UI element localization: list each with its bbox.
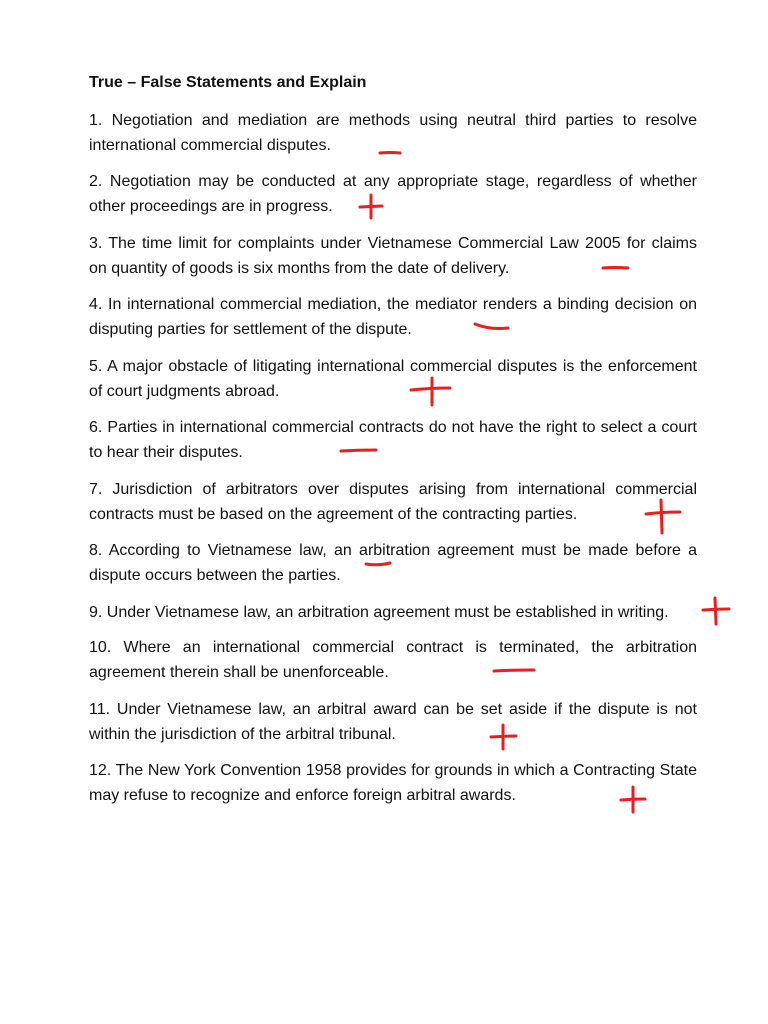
statement-1: 1. Negotiation and mediation are methods using neutral third parties to resolve international commercial disputes. <box>89 112 697 154</box>
document-title: True – False Statements and Explain <box>89 74 367 91</box>
statement-5: 5. A major obstacle of litigating international commercial disputes is the enforcement of court judgments abroad. <box>89 358 697 400</box>
statement-4: 4. In international commercial mediation, the mediator renders a binding decision on disputing parties for settlement of the dispute. <box>89 296 697 338</box>
statement-11: 11. Under Vietnamese law, an arbitral award can be set aside if the dispute is not within the jurisdiction of the arbitral tribunal. <box>89 701 697 743</box>
statement-6: 6. Parties in international commercial contracts do not have the right to select a court to hear their disputes. <box>89 419 697 461</box>
statement-3: 3. The time limit for complaints under Vietnamese Commercial Law 2005 for claims on quantity of goods is six months from the date of delivery. <box>89 235 697 277</box>
statement-8: 8. According to Vietnamese law, an arbitration agreement must be made before a dispute occurs between the parties. <box>89 542 697 584</box>
statement-12: 12. The New York Convention 1958 provides for grounds in which a Contracting State may refuse to recognize and enforce foreign arbitral awards. <box>89 762 697 804</box>
statement-7: 7. Jurisdiction of arbitrators over disputes arising from international commercial contracts must be based on the agreement of the contracting parties. <box>89 481 697 523</box>
plus-mark-9 <box>703 598 729 624</box>
statement-10: 10. Where an international commercial contract is terminated, the arbitration agreement therein shall be unenforceable. <box>89 639 697 681</box>
statement-2: 2. Negotiation may be conducted at any appropriate stage, regardless of whether other proceedings are in progress. <box>89 173 697 215</box>
statement-9: 9. Under Vietnamese law, an arbitration agreement must be established in writing. <box>89 604 669 621</box>
